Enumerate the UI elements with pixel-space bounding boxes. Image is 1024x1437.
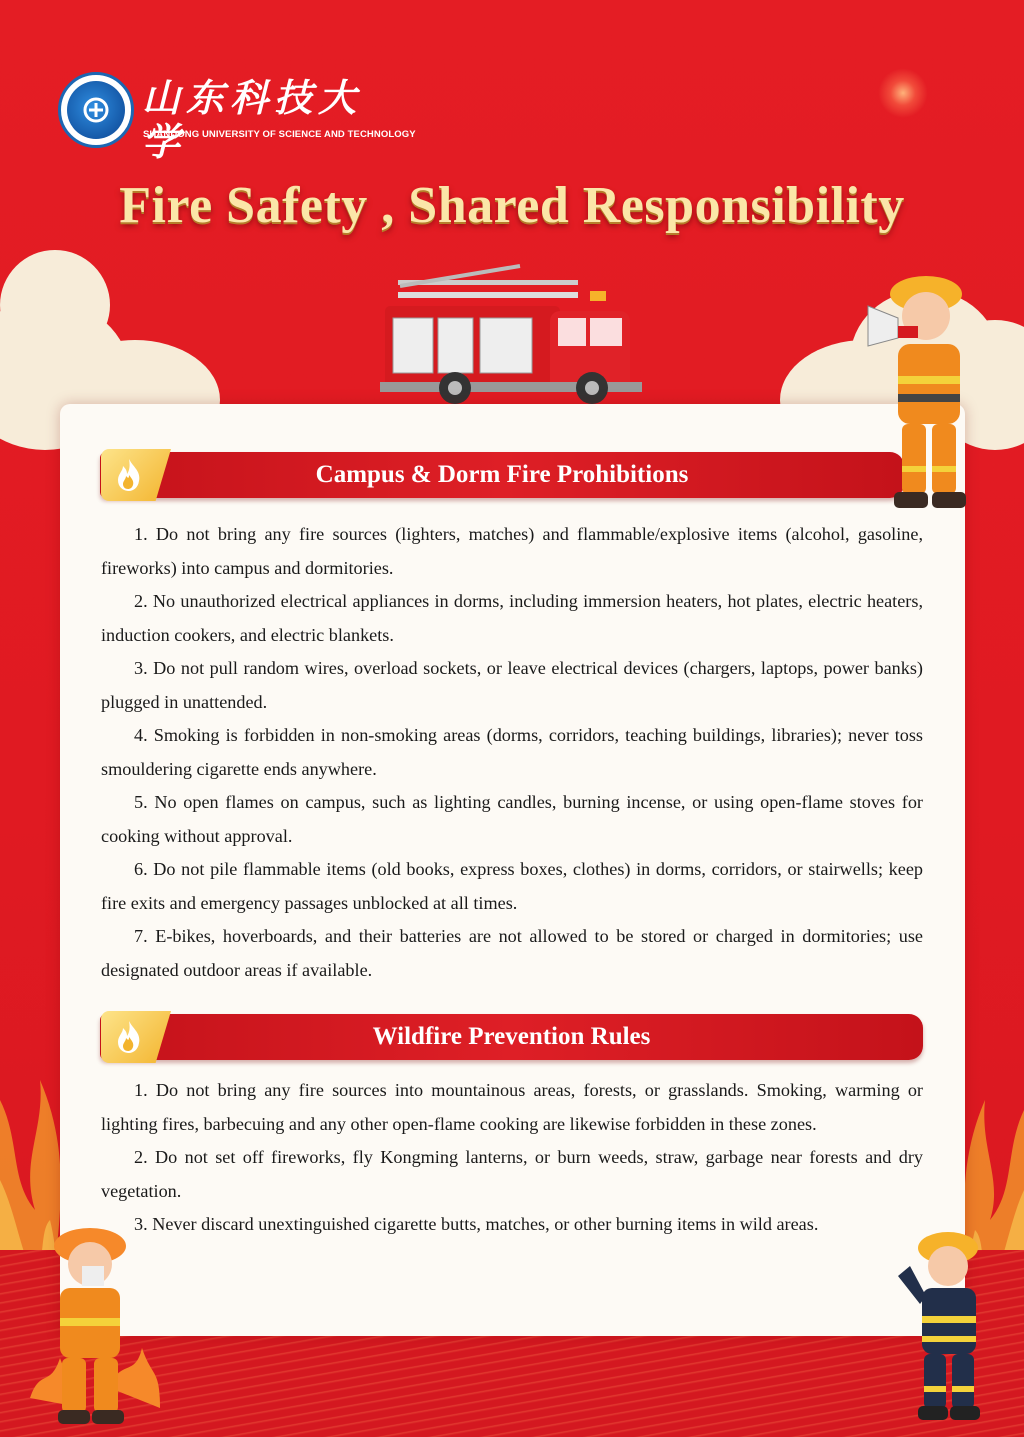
list-item: 3. Do not pull random wires, overload sockets, or leave electrical devices (chargers, laptops, power banks) plugged in unattended.: [101, 658, 923, 712]
section-heading: Campus & Dorm Fire Prohibitions: [315, 461, 689, 488]
sun-glow-decoration: [878, 68, 928, 118]
page-title: Fire Safety , Shared Responsibility: [119, 177, 905, 234]
section-body: [101, 518, 923, 987]
university-name-en: SHANDONG UNIVERSITY OF SCIENCE AND TECHNOLOGY: [143, 129, 416, 140]
list-item: 2. No unauthorized electrical appliances in dorms, including immersion heaters, hot plates, electric heaters, induction cookers, and electric blankets.: [101, 591, 923, 645]
list-item: 6. Do not pile flammable items (old books, express boxes, clothes) in dorms, corridors, or stairwells; keep fire exits and emergency passages unblocked at all times.: [101, 859, 923, 913]
list-item: 4. Smoking is forbidden in non-smoking areas (dorms, corridors, teaching buildings, libraries); never toss smouldering cigarette ends anywhere.: [101, 725, 923, 779]
list-item: 5. No open flames on campus, such as lighting candles, burning incense, or using open-flame stoves for cooking without approval.: [101, 792, 923, 846]
fire-truck-icon: [380, 256, 650, 406]
list-item: 3. Never discard unextinguished cigarette butts, matches, or other burning items in wild areas.: [134, 1214, 819, 1234]
list-item: 2. Do not set off fireworks, fly Kongming lanterns, or burn weeds, straw, garbage near forests and dry vegetation.: [101, 1147, 923, 1201]
list-item: 1. Do not bring any fire sources (lighters, matches) and flammable/explosive items (alcohol, gasoline, fireworks) into campus and dormitories.: [101, 524, 923, 578]
university-logo-icon: [58, 72, 134, 148]
university-name-cn: 山东科技大学: [142, 75, 363, 164]
section-heading: Wildfire Prevention Rules: [372, 1023, 651, 1050]
section-body: [101, 1074, 923, 1242]
firefighter-right-icon: [890, 1226, 1010, 1426]
section-heading-bar: [100, 1014, 923, 1060]
firefighter-megaphone-icon: [858, 266, 998, 516]
list-item: 1. Do not bring any fire sources into mountainous areas, forests, or grasslands. Smoking, warming or lighting fires, barbecuing and any other open-flame cooking are likewise forbidden in these zones.: [101, 1080, 923, 1134]
firefighter-left-icon: [20, 1218, 160, 1428]
section-heading-bar: [100, 452, 904, 498]
list-item: 7. E-bikes, hoverboards, and their batteries are not allowed to be stored or charged in dormitories; use designated outdoor areas if available.: [101, 926, 923, 980]
